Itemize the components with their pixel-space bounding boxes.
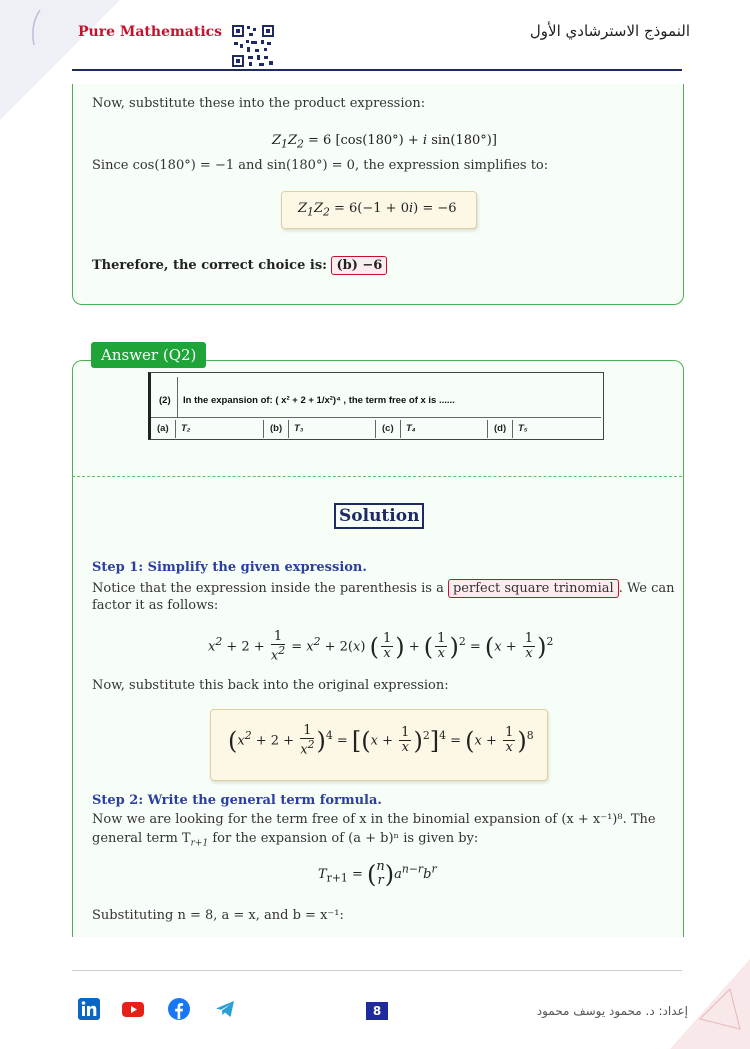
step2-text-3: Substituting n = 8, a = x, and b = x⁻¹: <box>92 908 344 923</box>
highlight-term: perfect square trinomial <box>448 579 619 598</box>
solution-title: Solution <box>334 503 424 529</box>
product-equation: $Z_1Z_2 = 6$ [cos(180°) + i sin(180°)] <box>272 133 497 151</box>
since-text: Since cos(180°) = −1 and sin(180°) = 0, the expression simplifies to: <box>92 158 549 173</box>
facebook-icon[interactable] <box>168 998 190 1020</box>
step2-text-2: general term $T_{r+1}$ for the expansion of (a + b)ⁿ is given by: <box>92 831 479 849</box>
substitution-equation: ($x^2 + 2$ + $\frac{1}{x^2}$ )$^4$ = [(x + $\frac{1}{x}$ )$^2$]$^4$ = (x + $\frac{1}{x}$ )$^8$ <box>228 723 534 758</box>
conclusion-text: Therefore, the correct choice is: (b) −6 <box>92 256 387 275</box>
step1-title: Step 1: Simplify the given expression. <box>92 560 367 575</box>
page-number: 8 <box>366 1002 388 1020</box>
option-c[interactable]: (c) T₄ <box>375 420 488 438</box>
step1-text-2: factor it as follows: <box>92 598 219 613</box>
step2-text: Now we are looking for the term free of x in the binomial expansion of (x + x⁻¹)⁸. The <box>92 812 656 827</box>
youtube-icon[interactable] <box>122 998 144 1020</box>
step1-text-3: Now, substitute this back into the original expression: <box>92 678 449 693</box>
intro-text: Now, substitute these into the product expression: <box>92 96 426 111</box>
header-title: Pure Mathematics <box>78 24 223 40</box>
header-rule <box>72 69 682 71</box>
author-credit: إعداد: د. محمود يوسف محمود <box>536 1004 688 1018</box>
answer-label: Answer (Q2) <box>91 342 206 368</box>
header-title-arabic: النموذج الاسترشادي الأول <box>529 22 690 40</box>
divider <box>72 476 682 477</box>
step2-title: Step 2: Write the general term formula. <box>92 793 382 808</box>
factor-equation: $x^2 + 2$ + $\frac{1}{x^2}$ = $x^2 + 2(x)$ ( $\frac{1}{x}$ ) + ( $\frac{1}{x}$ )$^2$ = (x + $\frac{1}{x}$ )$^2$ <box>208 629 554 664</box>
step1-text: Notice that the expression inside the parenthesis is a perfect square trinomial . We can <box>92 581 675 596</box>
qr-code-icon[interactable] <box>231 24 275 68</box>
general-term-formula: $T_{r+1}$ = ( n r )$a^{n-r}b^r$ <box>318 859 437 889</box>
question-table <box>148 372 602 448</box>
result-equation: $Z_1Z_2 = 6(-1 + 0i) = -6$ <box>298 201 457 219</box>
option-a[interactable]: (a) T₂ <box>151 420 263 438</box>
telegram-icon[interactable] <box>214 998 236 1020</box>
footer-rule <box>72 970 682 971</box>
option-d[interactable]: (d) T₅ <box>487 420 602 438</box>
answer-choice: (b) −6 <box>331 256 387 275</box>
linkedin-icon[interactable] <box>78 998 100 1020</box>
question-stem: In the expansion of: ( x² + 2 + 1/x²)⁴ , the term free of x is ...... <box>183 395 455 406</box>
option-b[interactable]: (b) T₃ <box>263 420 376 438</box>
question-number: (2) <box>159 395 171 406</box>
